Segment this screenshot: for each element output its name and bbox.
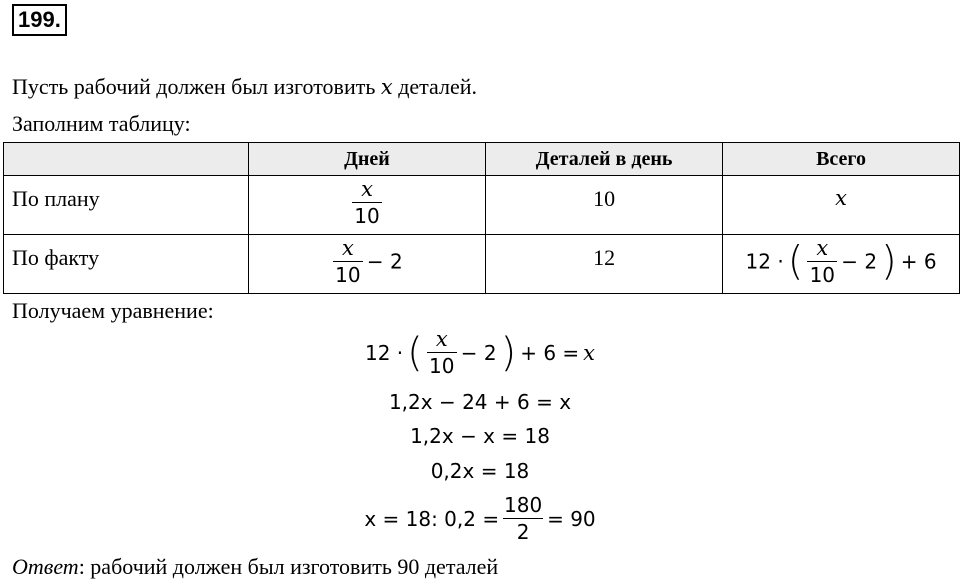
fraction-eq1	[427, 328, 457, 377]
cell-plan-total	[723, 176, 960, 235]
cell-fact-per-day	[486, 235, 723, 294]
fraction-denominator: 10	[335, 263, 361, 287]
equation-1	[0, 328, 960, 377]
fraction-numerator: x	[816, 236, 829, 260]
fraction-numerator: 180	[504, 493, 543, 517]
intro-variable: x	[380, 75, 393, 99]
answer-label: Ответ	[12, 554, 79, 579]
eq4-text: 0,2x = 18	[430, 459, 530, 483]
fraction-fact-total	[807, 237, 837, 286]
fraction-numerator: x	[435, 327, 448, 351]
equation-3	[0, 424, 960, 448]
eq1-inner-minus: − 2	[460, 340, 497, 365]
intro-text-end: деталей.	[398, 74, 478, 99]
equation-4	[0, 459, 960, 483]
fact-per-day-value: 12	[593, 245, 616, 270]
eq1-suffix: + 6 =	[520, 340, 580, 365]
header-cell-total: Всего	[723, 143, 960, 176]
cell-fact-total	[723, 235, 960, 294]
fact-total-plus: + 6	[900, 249, 937, 274]
eq3-text: 1,2x − x = 18	[410, 424, 550, 448]
table-row-plan	[4, 176, 960, 235]
fraction-denominator: 10	[809, 263, 836, 287]
fraction-denominator: 10	[354, 204, 380, 228]
problem-number: 199.	[12, 4, 67, 36]
left-paren: (	[407, 329, 423, 376]
intro-text-start: Пусть рабочий должен был изготовить	[12, 74, 376, 99]
fraction-numerator: x	[341, 236, 354, 260]
fraction-bar	[333, 261, 363, 262]
eq5-suffix: = 90	[547, 506, 596, 531]
intro-line-2: Заполним таблицу:	[12, 111, 191, 136]
cell-fact-days	[248, 235, 485, 294]
row-label-fact: По факту	[4, 235, 249, 294]
header-cell-per-day: Деталей в день	[486, 143, 723, 176]
fraction-bar	[807, 261, 837, 262]
left-paren: (	[787, 238, 804, 285]
table-row-fact	[4, 235, 960, 294]
table-header-row	[4, 143, 960, 176]
fraction-fact-days	[333, 237, 363, 286]
equation-intro: Получаем уравнение:	[12, 298, 214, 323]
cell-plan-days	[248, 176, 485, 235]
fraction-bar	[503, 518, 543, 519]
fraction-bar	[427, 352, 457, 353]
right-paren: )	[500, 329, 517, 376]
eq1-prefix: 12 ·	[364, 340, 404, 365]
plan-total-value: x	[835, 186, 847, 210]
fraction-denominator: 2	[516, 520, 530, 544]
solution-table	[3, 142, 960, 294]
answer-line	[12, 554, 498, 580]
header-cell-days: Дней	[248, 143, 485, 176]
fraction-eq5	[503, 494, 543, 543]
eq1-rhs: x	[583, 340, 596, 365]
row-label-plan: По плану	[4, 176, 249, 235]
equation-2	[0, 390, 960, 414]
eq2-text: 1,2x − 24 + 6 = x	[388, 390, 572, 414]
fact-total-inner-minus: − 2	[841, 249, 878, 274]
fact-days-minus: − 2	[366, 249, 403, 274]
intro-line-1	[12, 74, 477, 100]
answer-text: : рабочий должен был изготовить 90 деталей	[78, 554, 499, 579]
fraction-plan-days	[352, 178, 382, 227]
fraction-bar	[352, 202, 382, 203]
cell-plan-per-day	[486, 176, 723, 235]
fraction-denominator: 10	[429, 354, 455, 378]
eq5-prefix: x = 18: 0,2 =	[364, 506, 500, 531]
plan-per-day-value: 10	[593, 186, 616, 211]
fact-total-prefix: 12 ·	[745, 249, 784, 274]
fraction-numerator: x	[361, 177, 373, 201]
header-cell-empty	[4, 143, 249, 176]
equation-5	[0, 494, 960, 543]
right-paren: )	[881, 238, 897, 285]
